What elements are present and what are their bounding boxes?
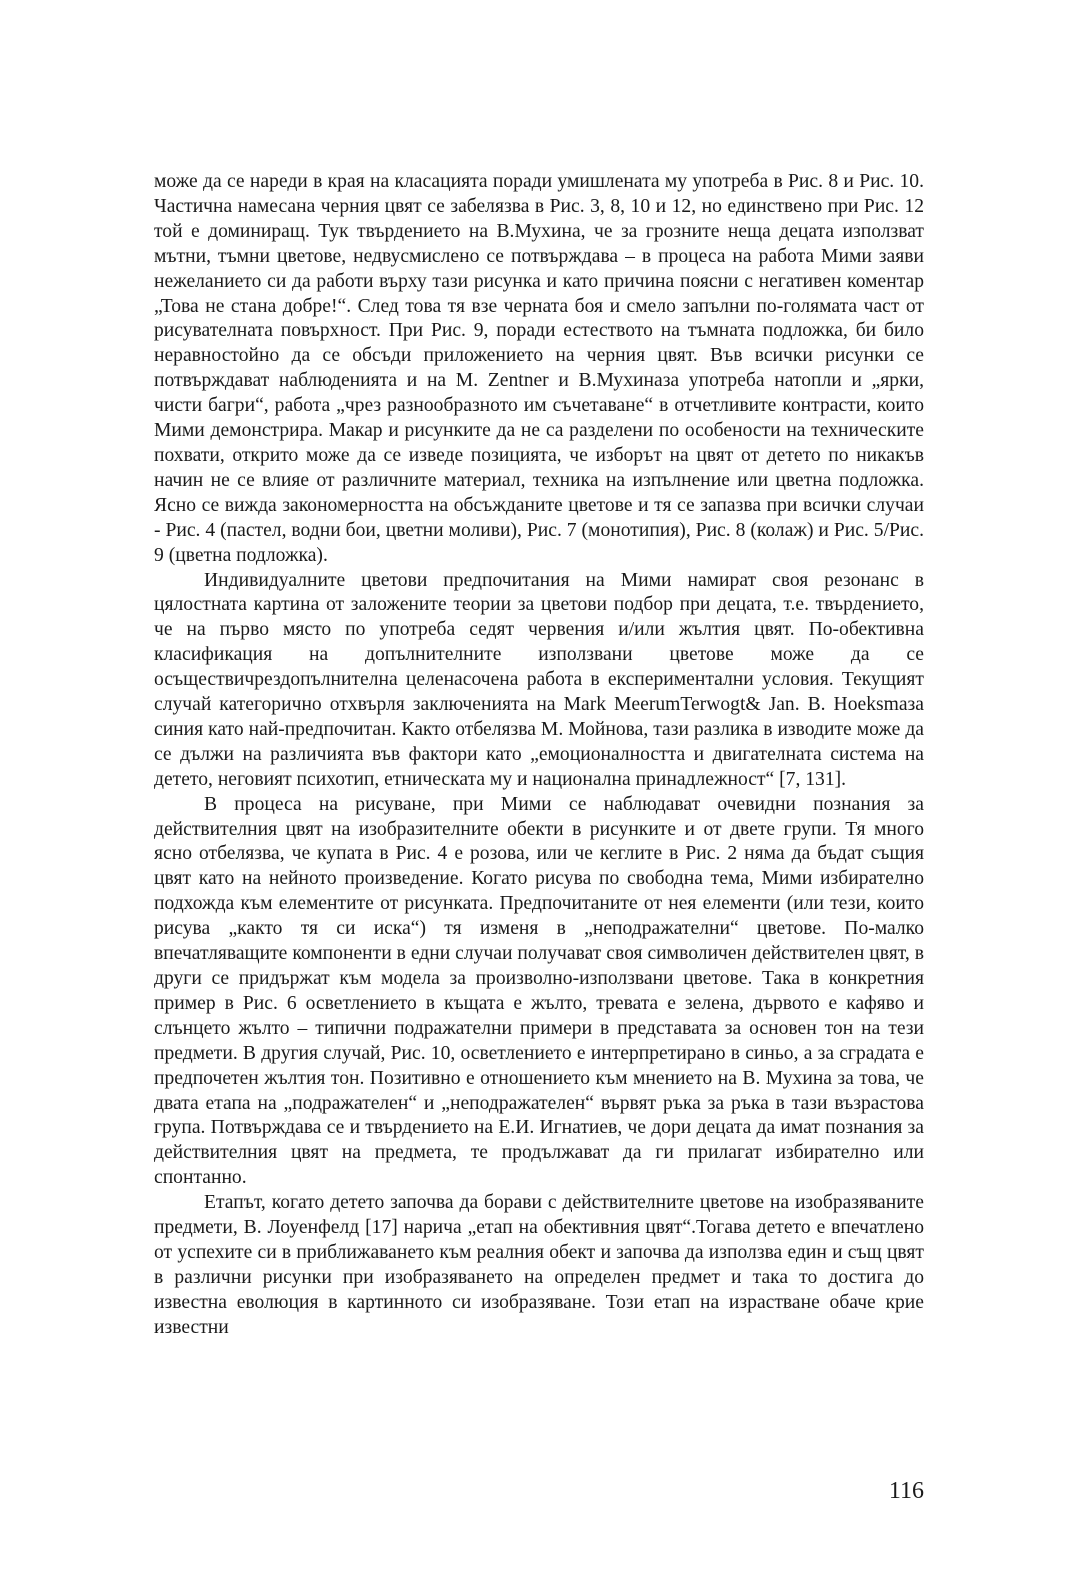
page-number: 116 bbox=[888, 1478, 924, 1504]
paragraph-2: Индивидуалните цветови предпочитания на Мими намират своя резонанс в цялостната картина от заложените теории за цветови подбор при децата, т.е. твърдението, че на първо място по употреба седят червения и/или жълтия цвят. По-обективна класификация на допълнителните използвани цветове може да се осъществичрездопълнителна целенасочена работа в експериментални условия. Текущият случай категорично отхвърля заключенията на Mark MeerumTerwogt& Jan. B. Hoeksmaза синия като най-предпочитан. Както отбелязва М. Мойнова, тази разлика в изводите може да се дължи на различията във фактори като „емоционалността и двигателната система на детето, неговият психотип, етническата му и национална принадлежност“ [7, 131]. bbox=[154, 569, 924, 790]
paragraph-1: може да се нареди в края на класацията поради умишлената му употреба в Рис. 8 и Рис. 10. Частична намесана черния цвят се забелязва в Рис. 3, 8, 10 и 12, но единствено при Рис. 12 той е доминиращ. Тук твърдението на В.Мухина, че за грозните неща децата използват мътни, тъмни цветове, недвусмислено се потвърждава – в процеса на работа Мими заяви нежеланието си да работи върху тази рисунка и като причина поясни с негативен коментар „Това не стана добре!“. След това тя взе черната боя и смело запълни по-голямата част от рисувателната повърхност. При Рис. 9, поради естеството на тъмната подложка, би било неравностойно да се обсъди приложението на черния цвят. Във всички рисунки се потвърждават наблюденията и на M. Zentner и В.Мухиназа употреба натопли и „ярки, чисти багри“, работа „чрез разнообразното им съчетаване“ в отчетливите контрасти, които Мими демонстрира. Макар и рисунките да не са разделени по особености на техническите похвати, открито може да се изведе позицията, че изборът на цвят от детето по никакъв начин не се влияе от различните материал, техника на изпълнение или цветна подложка. Ясно се вижда закономерността на обсъжданите цветове и тя се запазва при всички случаи - Рис. 4 (пастел, водни бои, цветни моливи), Рис. 7 (монотипия), Рис. 8 (колаж) и Рис. 5/Рис. 9 (цветна подложка). bbox=[154, 171, 924, 566]
paragraph-4: Етапът, когато детето започва да борави с действителните цветове на изобразяваните предмети, В. Лоуенфелд [17] нарича „етап на обективния цвят“.Тогава детето е впечатлено от успехите си в приближаването към реалния обект и започва да използва един и същ цвят в различни рисунки при изобразяването на определен предмет и така то достига до известна еволюция в картинното си изобразяване. Този етап на израстване обаче крие известни bbox=[154, 1192, 924, 1338]
body-text bbox=[154, 170, 924, 1341]
paragraph-3: В процеса на рисуване, при Мими се наблюдават очевидни познания за действителния цвят на изобразителните обекти в рисунките и от двете групи. Тя много ясно отбелязва, че купата в Рис. 4 е розова, или че кеглите в Рис. 2 няма да бъдат същия цвят като на нейното произведение. Когато рисува по свободна тема, Мими избирателно подхожда към елементите от рисунката. Предпочитаните от нея елементи (или тези, които рисува „както тя си иска“) тя изменя в „неподражателни“ цветове. По-малко впечатляващите компоненти в едни случаи получават своя символичен действителен цвят, в други се придържат към модела за произволно-използвани цветове. Така в конкретния пример в Рис. 6 осветлението в къщата е жълто, тревата е зелена, дървото е кафяво и слънцето жълто – типични подражателни примери в представата за основен тон на тези предмети. В другия случай, Рис. 10, осветлението е интерпретирано в синьо, а за сградата е предпочетен жълтия тон. Позитивно е отношението към мнението на В. Мухина за това, че двата етапа на „подражателен“ и „неподражателен“ вървят ръка за ръка в тази възрастова група. Потвърждава се и твърдението на Е.И. Игнатиев, че дори децата да имат познания за действителния цвят на предмета, те продължават да ги прилагат избирателно или спонтанно. bbox=[154, 793, 924, 1189]
